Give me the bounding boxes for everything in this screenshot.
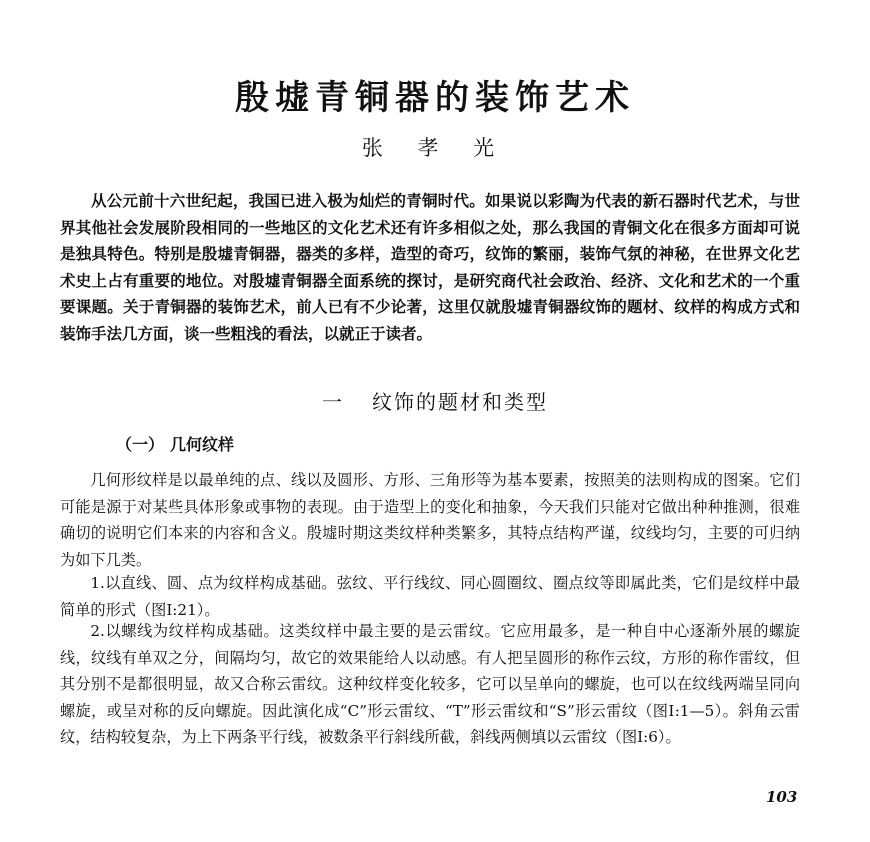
- body-paragraph: 2.以螺线为纹样构成基础。这类纹样中最主要的是云雷纹。它应用最多，是一种自中心逐渐外展的螺旋线，纹线有单双之分，间隔均匀，故它的效果能给人以动感。有人把呈圆形的称作云纹，方形的称作雷纹，但其分别不是都很明显，故又合称云雷纹。这种纹样变化较多，它可以呈单向的螺旋，也可以在纹线两端呈同向螺旋，或呈对称的反向螺旋。因此演化成“C”形云雷纹、“T”形云雷纹和“S”形云雷纹（图Ⅰ:1—5）。斜角云雷纹，结构较复杂，为上下两条平行线，被数条平行斜线所截，斜线两侧填以云雷纹（图Ⅰ:6）。: [60, 622, 800, 746]
- subsection-number: （一）: [116, 435, 165, 454]
- intro-paragraph: 从公元前十六世纪起，我国已进入极为灿烂的青铜时代。如果说以彩陶为代表的新石器时代艺术，与世界其他社会发展阶段相同的一些地区的文化艺术还有许多相似之处，那么我国的青铜文化在很多方面却可说是独具特色。特别是殷墟青铜器，器类的多样，造型的奇巧，纹饰的繁丽，装饰气氛的神秘，在世界文化艺术史上占有重要的地位。对殷墟青铜器全面系统的探讨，是研究商代社会政治、经济、文化和艺术的一个重要课题。关于青铜器的装饰艺术，前人已有不少论著，这里仅就殷墟青铜器纹饰的题材、纹样的构成方式和装饰手法几方面，谈一些粗浅的看法，以就正于读者。: [60, 191, 800, 343]
- section-heading: [0, 386, 870, 415]
- page-number: 103: [766, 788, 798, 806]
- section-number: 一: [322, 390, 344, 414]
- body-paragraph: 1.以直线、圆、点为纹样构成基础。弦纹、平行线纹、同心圆圈纹、圈点纹等即属此类，它们是纹样中最简单的形式（图Ⅰ:21）。: [60, 574, 800, 619]
- section-title: 纹饰的题材和类型: [372, 390, 548, 414]
- subsection-heading: [116, 432, 234, 455]
- article-title: 殷墟青铜器的装饰艺术: [235, 78, 635, 118]
- subsection-title: 几何纹样: [170, 435, 235, 454]
- body-paragraph: 几何形纹样是以最单纯的点、线以及圆形、方形、三角形等为基本要素，按照美的法则构成的图案。它们可能是源于对某些具体形象或事物的表现。由于造型上的变化和抽象，今天我们只能对它做出种种推测，很难确切的说明它们本来的内容和含义。殷墟时期这类纹样种类繁多，其特点结构严谨，纹线均匀，主要的可归纳为如下几类。: [60, 471, 800, 569]
- author-name: 张 孝 光: [361, 136, 509, 160]
